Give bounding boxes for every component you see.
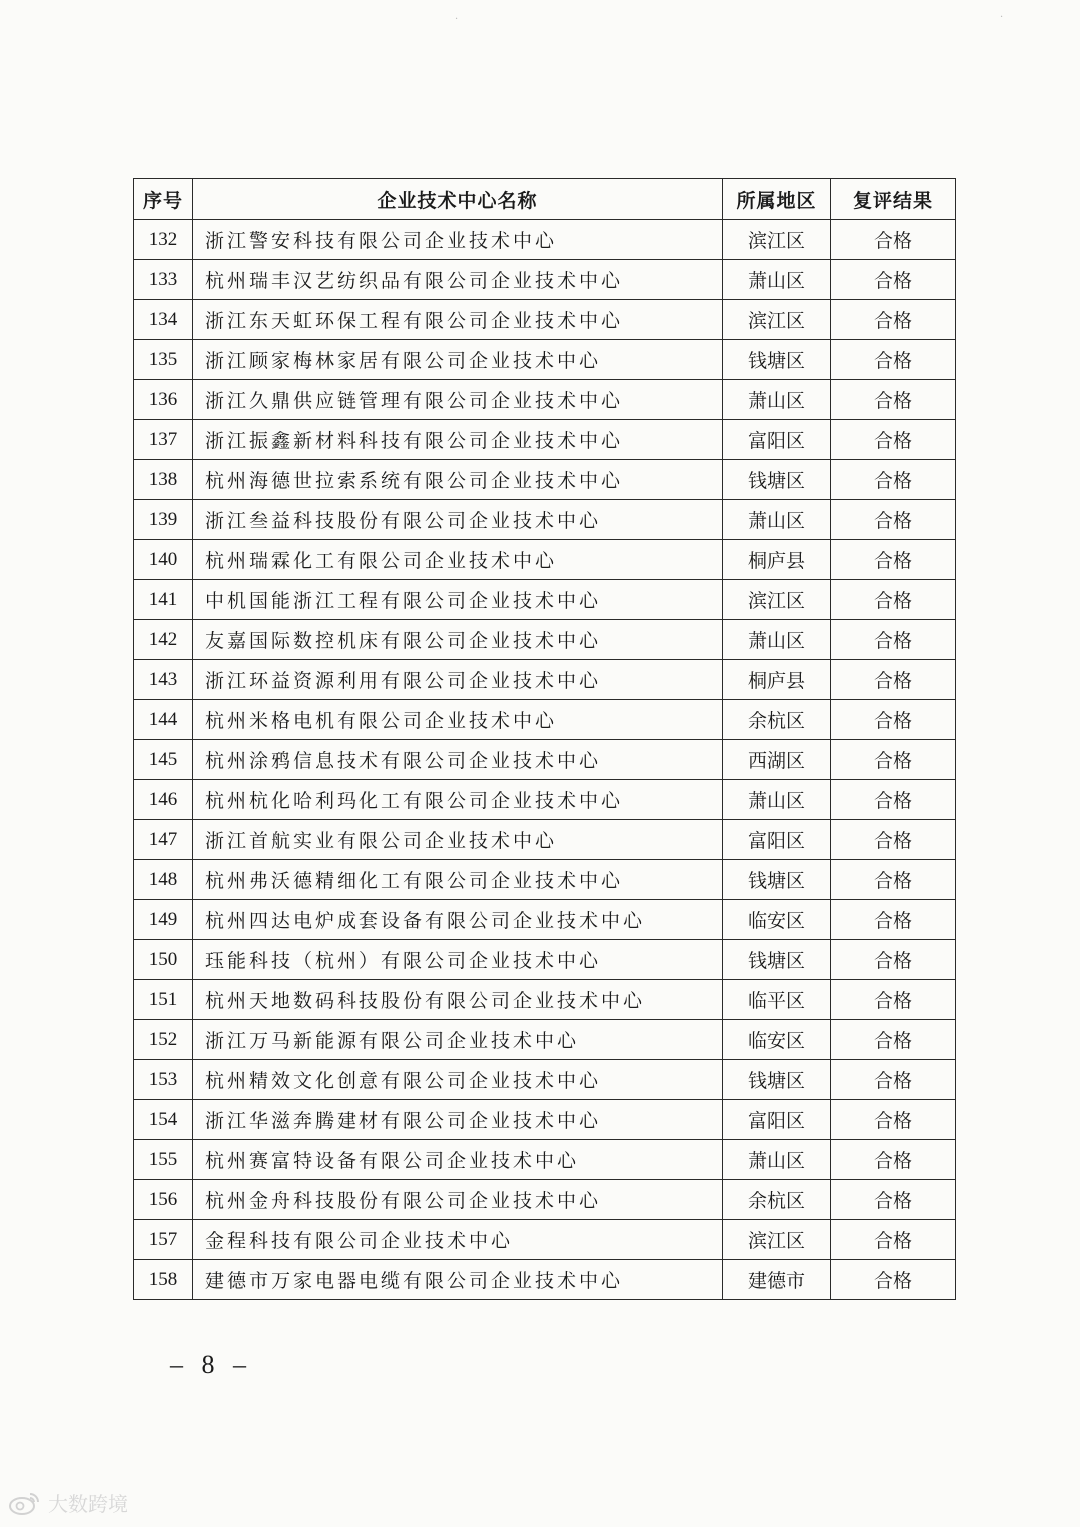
- row-result: 合格: [831, 860, 956, 900]
- row-index: 149: [134, 900, 193, 940]
- row-region: 萧山区: [723, 260, 831, 300]
- row-index: 148: [134, 860, 193, 900]
- row-center-name: 杭州精效文化创意有限公司企业技术中心: [193, 1060, 723, 1100]
- row-index: 134: [134, 300, 193, 340]
- row-region: 临平区: [723, 980, 831, 1020]
- row-result: 合格: [831, 580, 956, 620]
- row-index: 154: [134, 1100, 193, 1140]
- row-result: 合格: [831, 220, 956, 260]
- table-row: [134, 1020, 956, 1060]
- row-region: 余杭区: [723, 1180, 831, 1220]
- table-body: [134, 220, 956, 1300]
- row-result: 合格: [831, 260, 956, 300]
- row-result: 合格: [831, 460, 956, 500]
- watermark: [8, 1488, 128, 1517]
- row-index: 155: [134, 1140, 193, 1180]
- row-index: 132: [134, 220, 193, 260]
- row-region: 滨江区: [723, 580, 831, 620]
- row-index: 146: [134, 780, 193, 820]
- row-region: 萧山区: [723, 380, 831, 420]
- row-center-name: 杭州弗沃德精细化工有限公司企业技术中心: [193, 860, 723, 900]
- row-region: 富阳区: [723, 820, 831, 860]
- table-row: [134, 1060, 956, 1100]
- table-row: [134, 1100, 956, 1140]
- row-center-name: 杭州天地数码科技股份有限公司企业技术中心: [193, 980, 723, 1020]
- row-result: 合格: [831, 1220, 956, 1260]
- row-result: 合格: [831, 900, 956, 940]
- row-index: 145: [134, 740, 193, 780]
- table-row: [134, 940, 956, 980]
- row-index: 143: [134, 660, 193, 700]
- row-result: 合格: [831, 1180, 956, 1220]
- row-index: 153: [134, 1060, 193, 1100]
- table-row: [134, 460, 956, 500]
- row-index: 140: [134, 540, 193, 580]
- table-row: [134, 900, 956, 940]
- table-row: [134, 380, 956, 420]
- scan-dot: ·: [1000, 12, 1004, 23]
- row-region: 萧山区: [723, 500, 831, 540]
- page-number: – 8 –: [170, 1350, 252, 1379]
- row-result: 合格: [831, 380, 956, 420]
- row-region: 萧山区: [723, 780, 831, 820]
- table-row: [134, 1180, 956, 1220]
- table-row: [134, 1220, 956, 1260]
- row-index: 158: [134, 1260, 193, 1300]
- row-center-name: 杭州米格电机有限公司企业技术中心: [193, 700, 723, 740]
- row-result: 合格: [831, 1020, 956, 1060]
- row-index: 151: [134, 980, 193, 1020]
- row-index: 139: [134, 500, 193, 540]
- table-row: [134, 340, 956, 380]
- row-region: 西湖区: [723, 740, 831, 780]
- row-center-name: 杭州海德世拉索系统有限公司企业技术中心: [193, 460, 723, 500]
- row-center-name: 浙江振鑫新材料科技有限公司企业技术中心: [193, 420, 723, 460]
- row-center-name: 杭州赛富特设备有限公司企业技术中心: [193, 1140, 723, 1180]
- row-index: 135: [134, 340, 193, 380]
- row-center-name: 杭州瑞霖化工有限公司企业技术中心: [193, 540, 723, 580]
- row-result: 合格: [831, 940, 956, 980]
- row-index: 156: [134, 1180, 193, 1220]
- row-center-name: 浙江东天虹环保工程有限公司企业技术中心: [193, 300, 723, 340]
- row-index: 141: [134, 580, 193, 620]
- row-index: 150: [134, 940, 193, 980]
- row-region: 临安区: [723, 900, 831, 940]
- row-result: 合格: [831, 340, 956, 380]
- table-row: [134, 420, 956, 460]
- table-row: [134, 860, 956, 900]
- row-region: 滨江区: [723, 220, 831, 260]
- evaluation-table: [133, 178, 956, 1300]
- row-result: 合格: [831, 1260, 956, 1300]
- row-region: 钱塘区: [723, 860, 831, 900]
- table-row: [134, 620, 956, 660]
- row-center-name: 浙江警安科技有限公司企业技术中心: [193, 220, 723, 260]
- row-result: 合格: [831, 540, 956, 580]
- row-center-name: 浙江叁益科技股份有限公司企业技术中心: [193, 500, 723, 540]
- row-result: 合格: [831, 820, 956, 860]
- table-row: [134, 780, 956, 820]
- header-center-name: 企业技术中心名称: [193, 179, 723, 220]
- table-row: [134, 300, 956, 340]
- header-region: 所属地区: [723, 179, 831, 220]
- row-index: 133: [134, 260, 193, 300]
- row-center-name: 浙江首航实业有限公司企业技术中心: [193, 820, 723, 860]
- row-region: 富阳区: [723, 1100, 831, 1140]
- table-row: [134, 700, 956, 740]
- row-center-name: 浙江环益资源利用有限公司企业技术中心: [193, 660, 723, 700]
- row-center-name: 杭州四达电炉成套设备有限公司企业技术中心: [193, 900, 723, 940]
- header-index: 序号: [134, 179, 193, 220]
- row-result: 合格: [831, 1140, 956, 1180]
- row-region: 桐庐县: [723, 540, 831, 580]
- row-region: 钱塘区: [723, 1060, 831, 1100]
- table-row: [134, 500, 956, 540]
- row-index: 152: [134, 1020, 193, 1060]
- table-row: [134, 580, 956, 620]
- row-region: 萧山区: [723, 1140, 831, 1180]
- row-result: 合格: [831, 620, 956, 660]
- row-center-name: 浙江万马新能源有限公司企业技术中心: [193, 1020, 723, 1060]
- row-center-name: 浙江久鼎供应链管理有限公司企业技术中心: [193, 380, 723, 420]
- table-row: [134, 260, 956, 300]
- weibo-logo-icon: [8, 1490, 42, 1516]
- row-region: 滨江区: [723, 1220, 831, 1260]
- row-region: 钱塘区: [723, 340, 831, 380]
- table-row: [134, 740, 956, 780]
- row-index: 137: [134, 420, 193, 460]
- row-index: 142: [134, 620, 193, 660]
- row-result: 合格: [831, 740, 956, 780]
- row-result: 合格: [831, 300, 956, 340]
- scan-dot: ·: [455, 14, 459, 25]
- row-center-name: 友嘉国际数控机床有限公司企业技术中心: [193, 620, 723, 660]
- table-row: [134, 540, 956, 580]
- row-result: 合格: [831, 1060, 956, 1100]
- row-region: 桐庐县: [723, 660, 831, 700]
- row-region: 富阳区: [723, 420, 831, 460]
- watermark-text: 大数跨境: [48, 1492, 128, 1516]
- row-result: 合格: [831, 780, 956, 820]
- table-row: [134, 1140, 956, 1180]
- table-row: [134, 820, 956, 860]
- table-row: [134, 660, 956, 700]
- row-center-name: 杭州杭化哈利玛化工有限公司企业技术中心: [193, 780, 723, 820]
- table-row: [134, 1260, 956, 1300]
- row-index: 136: [134, 380, 193, 420]
- row-region: 钱塘区: [723, 940, 831, 980]
- row-center-name: 浙江顾家梅林家居有限公司企业技术中心: [193, 340, 723, 380]
- row-region: 建德市: [723, 1260, 831, 1300]
- row-result: 合格: [831, 980, 956, 1020]
- row-result: 合格: [831, 420, 956, 460]
- row-center-name: 杭州金舟科技股份有限公司企业技术中心: [193, 1180, 723, 1220]
- row-region: 钱塘区: [723, 460, 831, 500]
- row-center-name: 中机国能浙江工程有限公司企业技术中心: [193, 580, 723, 620]
- row-center-name: 杭州涂鸦信息技术有限公司企业技术中心: [193, 740, 723, 780]
- row-center-name: 浙江华滋奔腾建材有限公司企业技术中心: [193, 1100, 723, 1140]
- row-region: 余杭区: [723, 700, 831, 740]
- row-result: 合格: [831, 500, 956, 540]
- row-index: 138: [134, 460, 193, 500]
- header-result: 复评结果: [831, 179, 956, 220]
- row-center-name: 珏能科技（杭州）有限公司企业技术中心: [193, 940, 723, 980]
- row-region: 萧山区: [723, 620, 831, 660]
- row-index: 144: [134, 700, 193, 740]
- row-result: 合格: [831, 700, 956, 740]
- row-index: 157: [134, 1220, 193, 1260]
- row-center-name: 金程科技有限公司企业技术中心: [193, 1220, 723, 1260]
- row-result: 合格: [831, 1100, 956, 1140]
- row-center-name: 杭州瑞丰汉艺纺织品有限公司企业技术中心: [193, 260, 723, 300]
- row-index: 147: [134, 820, 193, 860]
- row-result: 合格: [831, 660, 956, 700]
- table-row: [134, 220, 956, 260]
- table-row: [134, 980, 956, 1020]
- row-region: 滨江区: [723, 300, 831, 340]
- table-header-row: [134, 179, 956, 220]
- row-center-name: 建德市万家电器电缆有限公司企业技术中心: [193, 1260, 723, 1300]
- row-region: 临安区: [723, 1020, 831, 1060]
